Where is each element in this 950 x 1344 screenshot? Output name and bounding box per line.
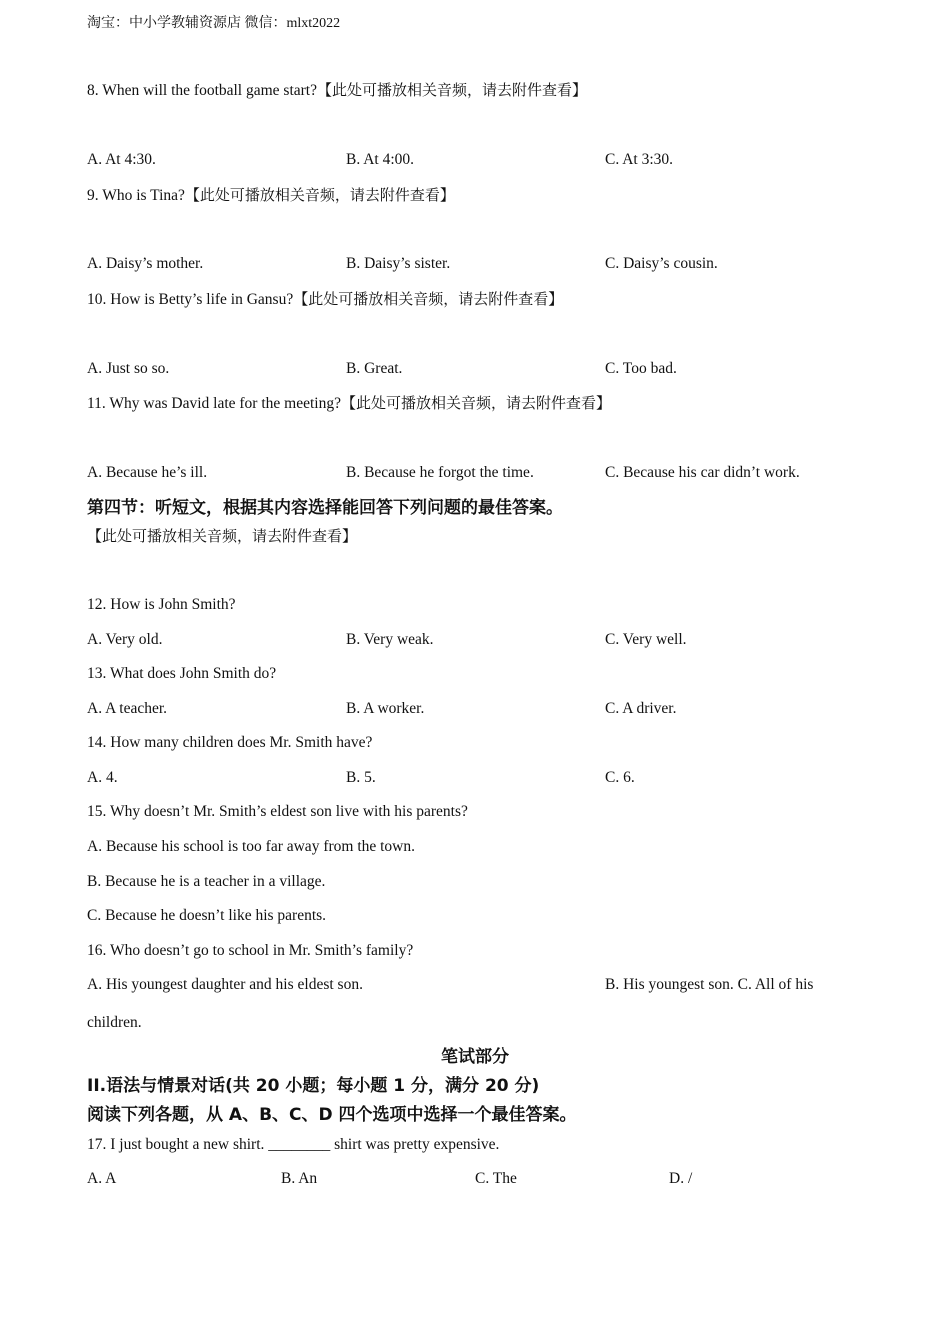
audio-note-link[interactable]: 【此处可播放相关音频，请去附件查看】 [184,186,455,204]
question-11 [87,393,611,414]
q16-option-a: A. His youngest daughter and his eldest son. [87,976,363,993]
written-part-title: 笔试部分 [441,1047,509,1067]
audio-note-link[interactable]: 【此处可播放相关音频，请去附件查看】 [317,81,588,99]
q14-option-b: B. 5. [346,769,376,786]
q11-option-b: B. Because he forgot the time. [346,464,534,481]
audio-note-link[interactable]: 【此处可播放相关音频，请去附件查看】 [340,394,611,412]
q9-option-c: C. Daisy’s cousin. [605,255,718,272]
q12-option-b: B. Very weak. [346,631,434,648]
q15-option-c: C. Because he doesn’t like his parents. [87,907,327,924]
q17-option-c: C. The [475,1170,517,1187]
q14-option-c: C. 6. [605,769,635,786]
q17-option-a: A. A [87,1170,117,1187]
q13-option-a: A. A teacher. [87,700,168,717]
q12-option-a: A. Very old. [87,631,163,648]
audio-note-link[interactable]: 【此处可播放相关音频，请去附件查看】 [87,527,358,545]
q10-option-b: B. Great. [346,360,403,377]
question-11-text: 11. Why was David late for the meeting? [87,395,341,412]
q11-option-c: C. Because his car didn’t work. [605,464,800,481]
q9-option-a: A. Daisy’s mother. [87,255,204,272]
question-9-text: 9. Who is Tina? [87,187,185,204]
question-8-text: 8. When will the football game start? [87,82,317,99]
question-16-text: 16. Who doesn’t go to school in Mr. Smith’s family? [87,942,414,959]
q9-option-b: B. Daisy’s sister. [346,255,451,272]
page-header: 淘宝：中小学教辅资源店 微信：mlxt2022 [87,16,341,31]
q14-option-a: A. 4. [87,769,118,786]
question-8 [87,80,587,101]
q13-option-c: C. A driver. [605,700,677,717]
q16-continuation: children. [87,1014,142,1031]
part-2-heading: II.语法与情景对话(共 20 小题；每小题 1 分，满分 20 分) [87,1076,540,1096]
question-10-text: 10. How is Betty’s life in Gansu? [87,291,294,308]
q16-option-bc: B. His youngest son. C. All of his [605,976,814,993]
q10-option-a: A. Just so so. [87,360,170,377]
q10-option-c: C. Too bad. [605,360,677,377]
question-13-text: 13. What does John Smith do? [87,665,277,682]
q8-option-c: C. At 3:30. [605,151,674,168]
q11-option-a: A. Because he’s ill. [87,464,208,481]
q8-option-a: A. At 4:30. [87,151,156,168]
q8-option-b: B. At 4:00. [346,151,415,168]
q17-option-d: D. / [669,1170,693,1187]
question-15-text: 15. Why doesn’t Mr. Smith’s eldest son live with his parents? [87,803,468,820]
audio-note-link[interactable]: 【此处可播放相关音频，请去附件查看】 [293,290,564,308]
q15-option-b: B. Because he is a teacher in a village. [87,873,326,890]
question-10 [87,289,563,310]
question-17-text: 17. I just bought a new shirt. ________ shirt was pretty expensive. [87,1136,500,1153]
question-12-text: 12. How is John Smith? [87,596,236,613]
q17-option-b: B. An [281,1170,318,1187]
section-4-heading: 第四节：听短文，根据其内容选择能回答下列问题的最佳答案。 [87,498,563,518]
part-2-instructions: 阅读下列各题，从 A、B、C、D 四个选项中选择一个最佳答案。 [87,1105,577,1125]
q12-option-c: C. Very well. [605,631,687,648]
question-9 [87,185,455,206]
q13-option-b: B. A worker. [346,700,425,717]
question-14-text: 14. How many children does Mr. Smith have? [87,734,373,751]
q15-option-a: A. Because his school is too far away from the town. [87,838,416,855]
